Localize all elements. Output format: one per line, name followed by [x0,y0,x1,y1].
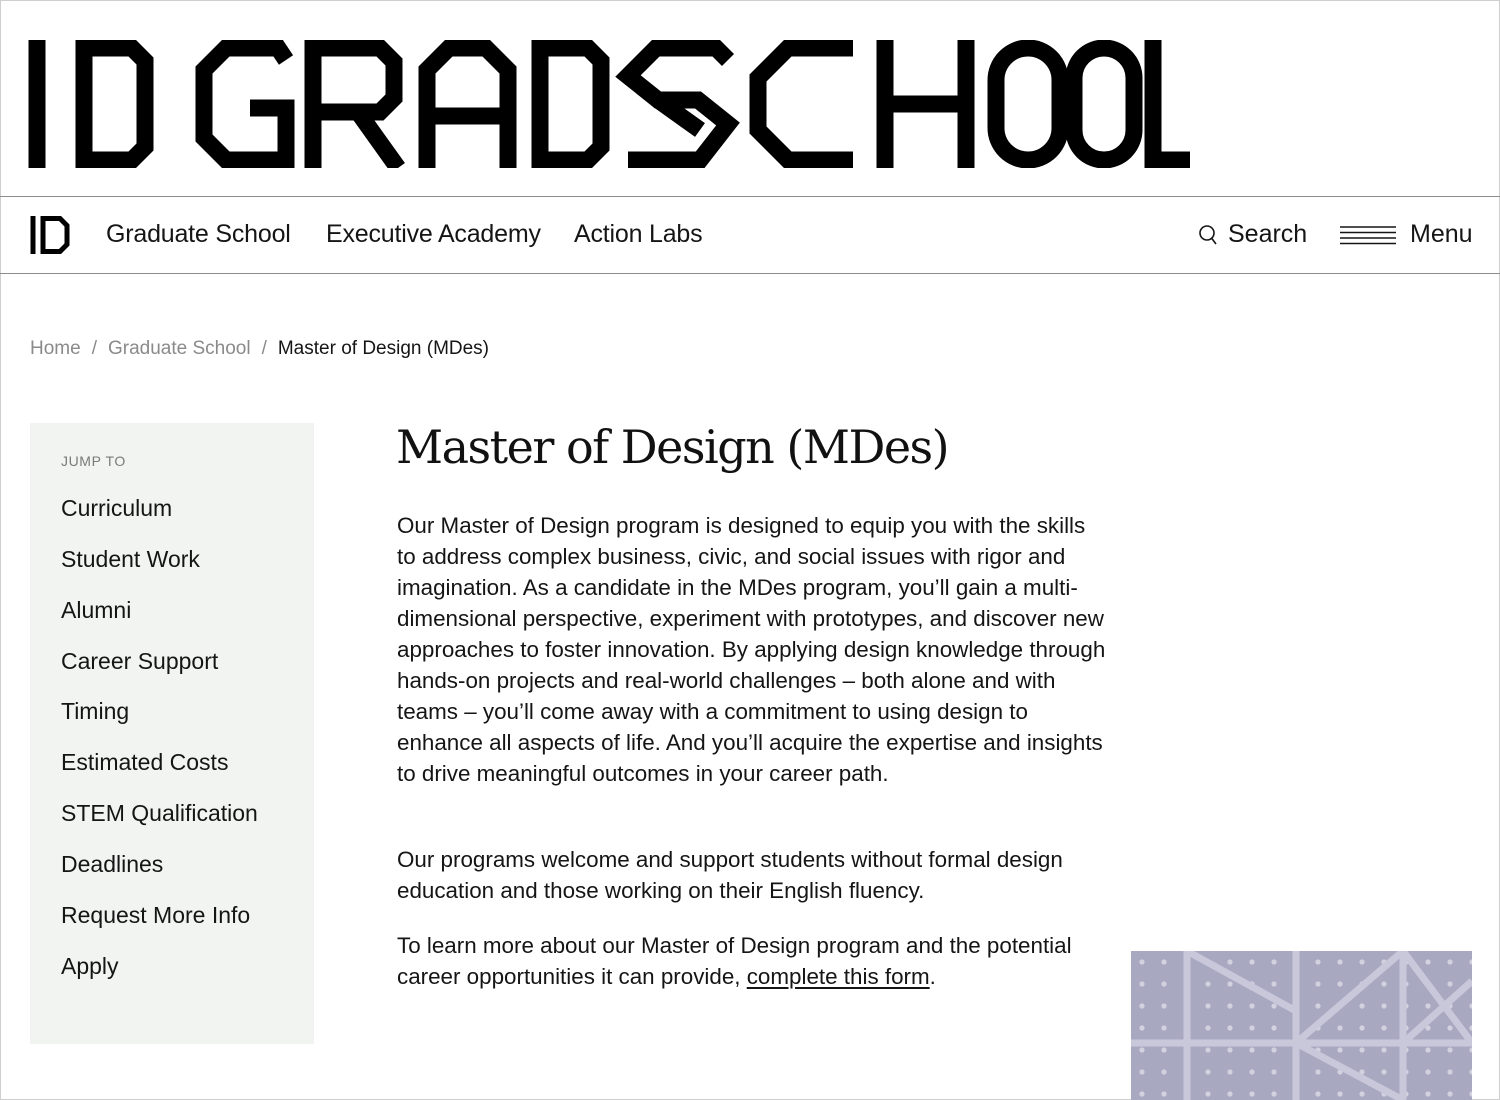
page-title: Master of Design (MDes) [396,420,949,474]
breadcrumb-separator: / [91,338,97,359]
search-icon [1198,224,1218,246]
decorative-pattern-image [1131,951,1472,1100]
breadcrumb [30,338,489,360]
sidebar-item-timing[interactable]: Timing [61,698,130,724]
search-label: Search [1228,220,1308,248]
breadcrumb-graduate-school[interactable]: Graduate School [107,338,251,359]
breadcrumb-separator: / [261,338,267,359]
logotype-id-grad-school[interactable] [28,40,1190,168]
hero-banner [0,0,1500,197]
main-nav [0,197,1500,274]
sidebar-item-apply[interactable]: Apply [61,953,119,979]
nav-link-graduate-school[interactable]: Graduate School [106,220,291,248]
breadcrumb-current: Master of Design (MDes) [277,338,490,359]
support-paragraph: Our programs welcome and support students without formal design education and those working on their English fluency. [397,847,1063,903]
cta-period: . [929,964,936,989]
complete-form-link[interactable]: complete this form [746,964,930,989]
cta-paragraph [397,930,1109,992]
hamburger-icon [1340,225,1398,245]
sidebar-item-request-more-info[interactable]: Request More Info [61,902,251,928]
jump-to-sidebar [30,423,314,1044]
sidebar-item-career-support[interactable]: Career Support [61,648,219,674]
sidebar-item-deadlines[interactable]: Deadlines [61,851,164,877]
breadcrumb-home[interactable]: Home [30,338,81,359]
id-logo-icon[interactable] [30,215,72,255]
sidebar-item-curriculum[interactable]: Curriculum [61,495,173,521]
sidebar-item-student-work[interactable]: Student Work [61,546,200,572]
cta-text: To learn more about our Master of Design program and the potential career opportunities it can provide, [397,933,1072,989]
sidebar-item-alumni[interactable]: Alumni [61,597,132,623]
nav-link-executive-academy[interactable]: Executive Academy [326,220,541,248]
intro-paragraph: Our Master of Design program is designed to equip you with the skills to address complex business, civic, and social issues with rigor and imagination. As a candidate in the MDes program, you’ll gain a multi-dimensional perspective, experiment with prototypes, and discover new approaches to foster innovation. By applying design knowledge through hands-on projects and real-world challenges – both alone and with teams – you’ll come away with a commitment to using design to enhance all aspects of life. And you’ll acquire the expertise and insights to drive meaningful outcomes in your career path. [397,513,1106,786]
menu-label: Menu [1410,220,1473,248]
nav-link-action-labs[interactable]: Action Labs [574,220,703,248]
sidebar-item-stem-qualification[interactable]: STEM Qualification [61,800,258,826]
jump-to-heading: JUMP TO [61,453,126,469]
sidebar-item-estimated-costs[interactable]: Estimated Costs [61,749,229,775]
geometric-pattern-graphic [1131,951,1472,1100]
